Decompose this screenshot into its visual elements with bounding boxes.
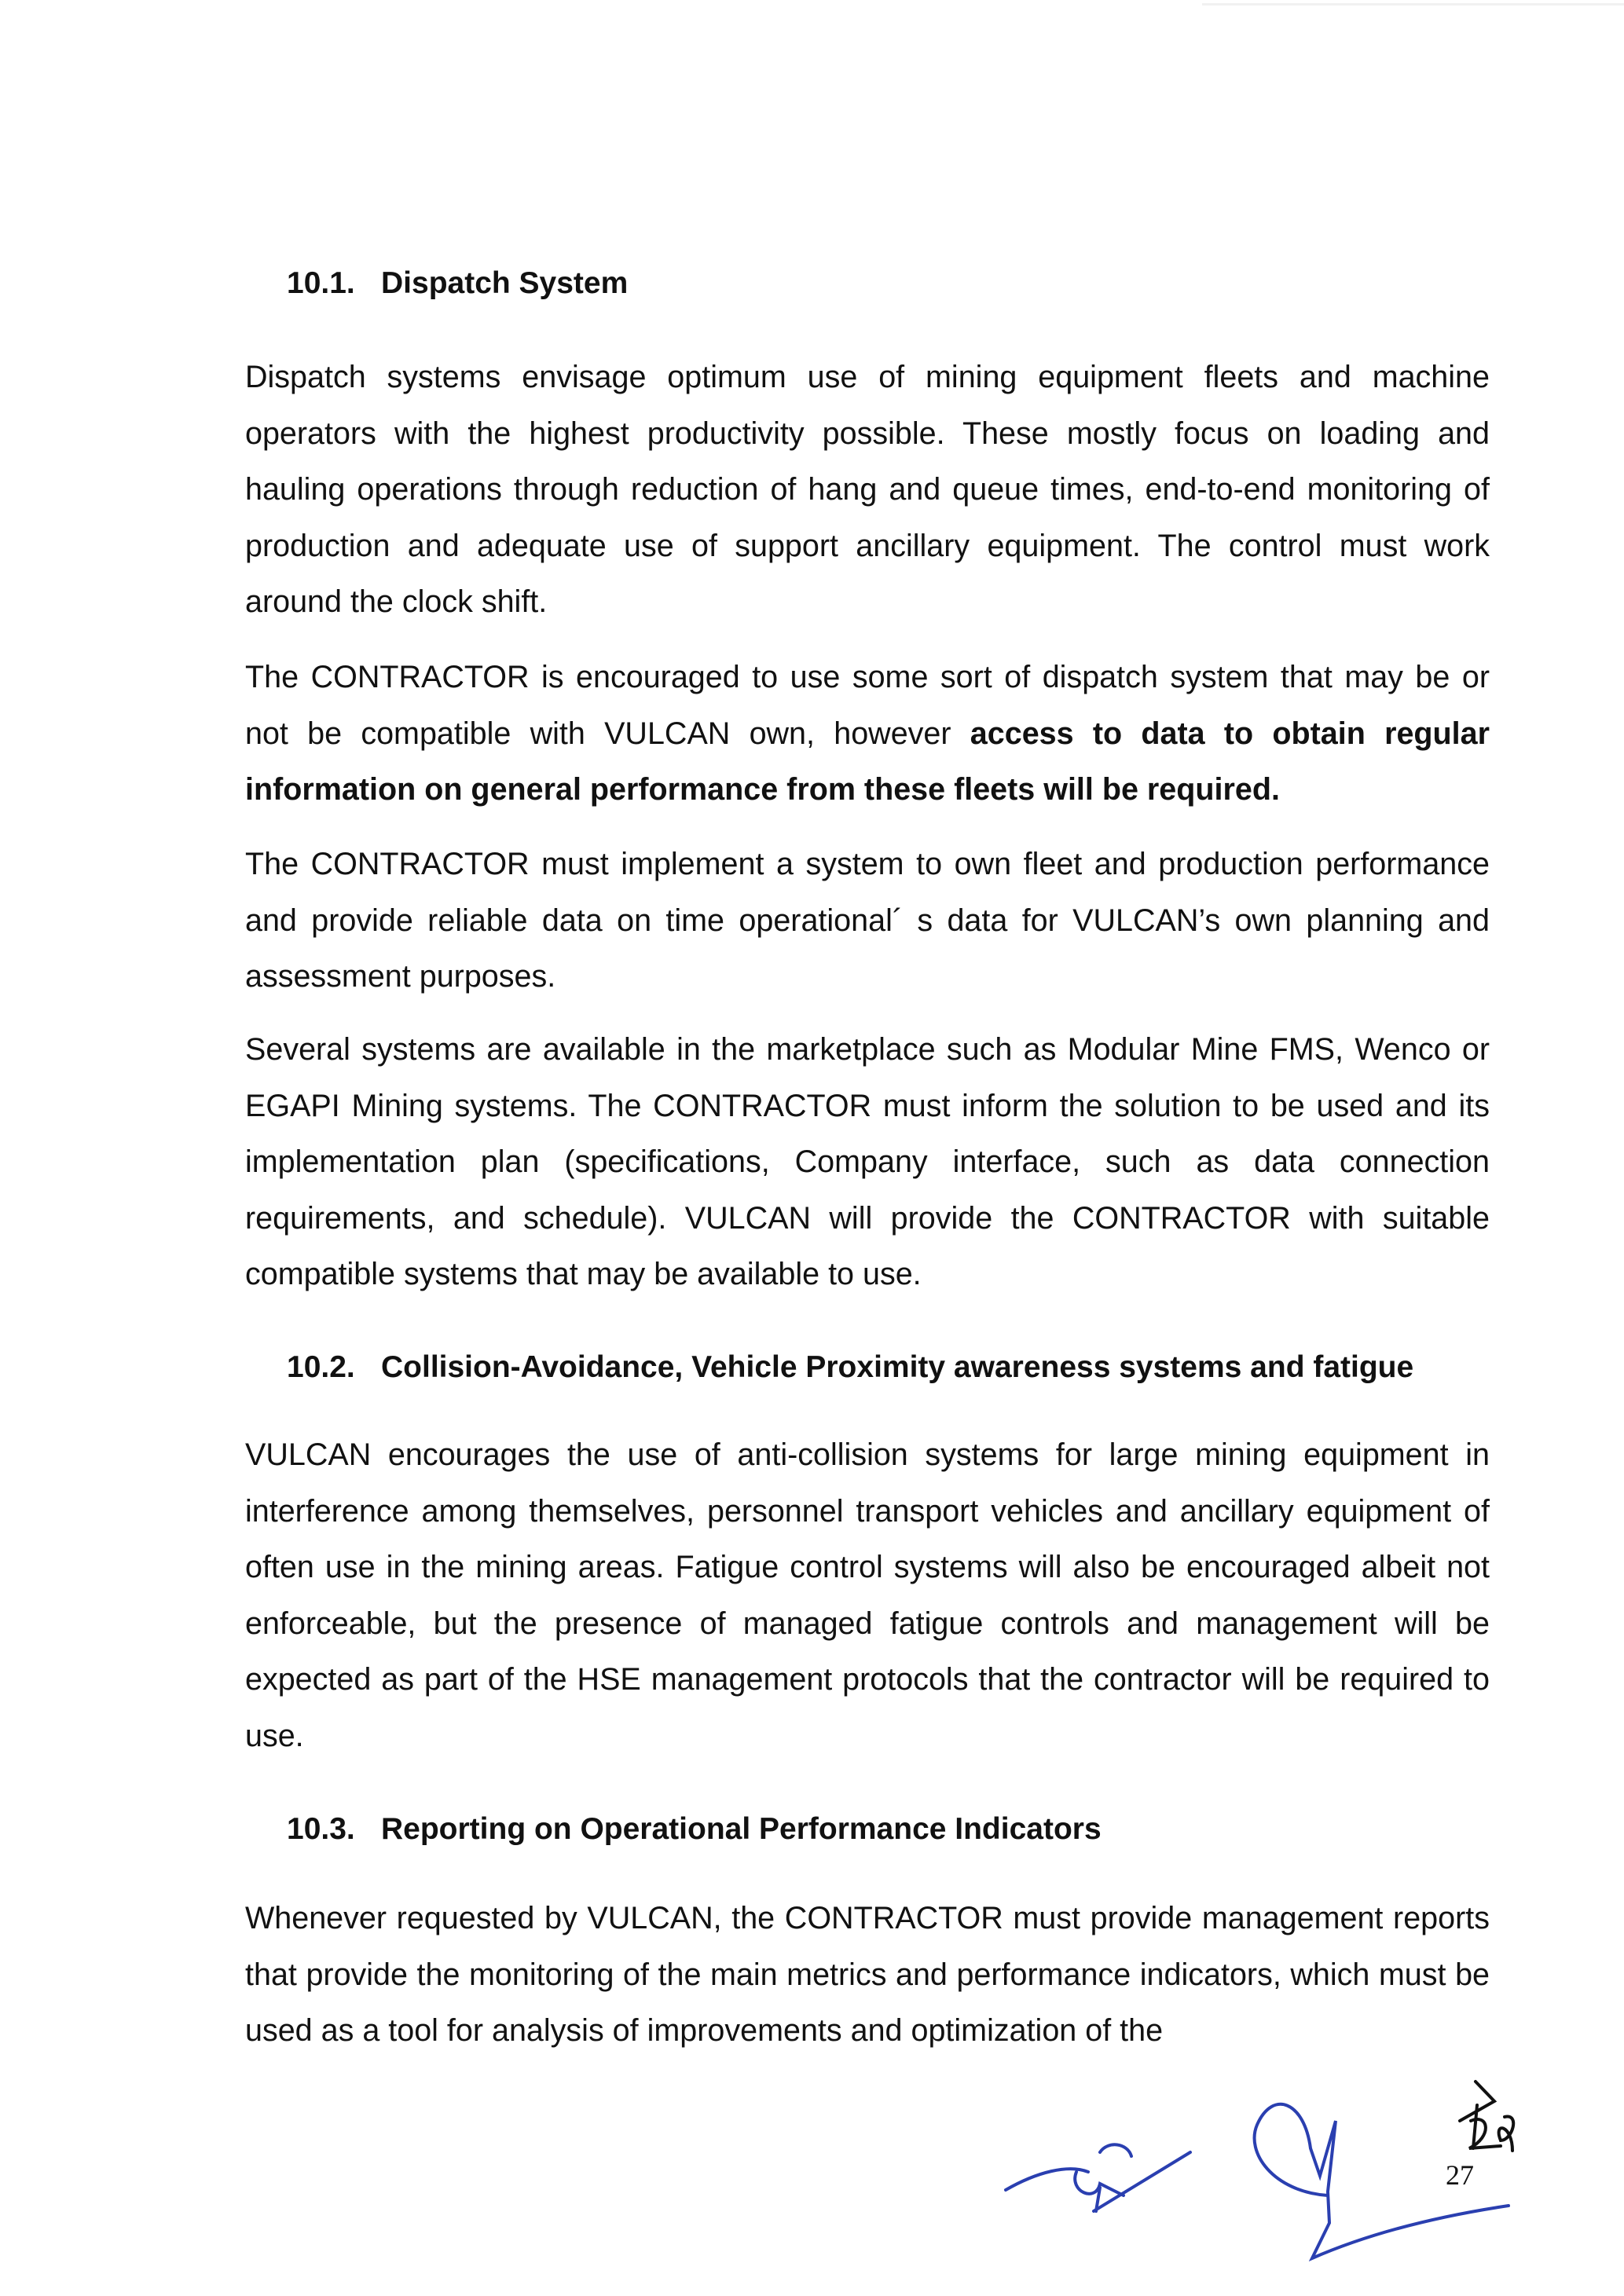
paragraph: Whenever requested by VULCAN, the CONTRACTOR must provide management reports that provide the monitoring of the main metrics and performance indicators, which must be used as a tool for analysis of improvements and optimization of the xyxy=(245,1901,1490,2048)
paragraph-bold-text: access to data to obtain regular information on general performance from these fleets will be required. xyxy=(245,716,1490,807)
section-number: 10.1. xyxy=(287,266,355,300)
section-number: 10.3. xyxy=(287,1812,355,1846)
paragraph: The CONTRACTOR must implement a system to own fleet and production performance and provide reliable data on time operational´ s data for VULCAN’s own planning and assessment purposes. xyxy=(245,847,1490,994)
paragraph: Several systems are available in the marketplace such as Modular Mine FMS, Wenco or EGAPI Mining systems. The CONTRACTOR must inform the solution to be used and its implementation plan (specifications, Company interface, such as data connection requirements, and schedule). VULCAN will provide the CONTRACTOR with suitable compatible systems that may be available to use. xyxy=(245,1032,1490,1291)
paragraph-text: The CONTRACTOR is encouraged to use some sort of dispatch system that may be or not be compatible with VULCAN own, however xyxy=(245,660,1490,751)
section-title: Dispatch System xyxy=(381,266,629,300)
paragraph: Dispatch systems envisage optimum use of mining equipment fleets and machine operators with the highest productivity possible. These mostly focus on loading and hauling operations through reduction of hang and queue times, end-to-end monitoring of production and adequate use of support ancillary equipment. The control must work around the clock shift. xyxy=(245,360,1490,619)
section-number: 10.2. xyxy=(287,1350,355,1384)
page-number: 27 xyxy=(1446,2159,1474,2191)
section-title: Collision-Avoidance, Vehicle Proximity awareness systems and fatigue xyxy=(381,1350,1414,1384)
section-title: Reporting on Operational Performance Indicators xyxy=(381,1812,1102,1846)
paragraph: VULCAN encourages the use of anti-collision systems for large mining equipment in interference among themselves, personnel transport vehicles and ancillary equipment of often use in the mining areas. Fatigue control systems will also be encouraged albeit not enforceable, but the presence of managed fatigue controls and management will be expected as part of the HSE management protocols that the contractor will be required to use. xyxy=(245,1437,1490,1753)
